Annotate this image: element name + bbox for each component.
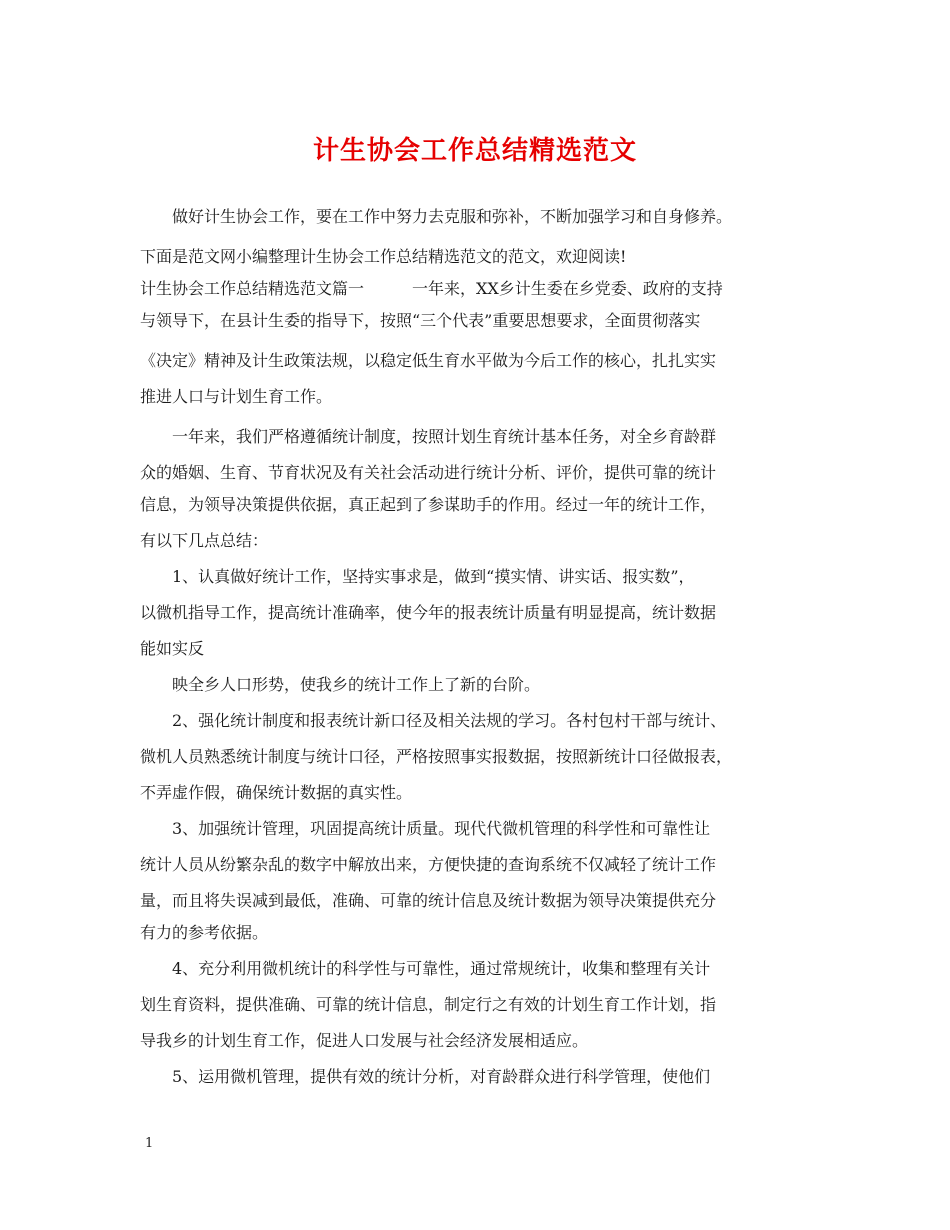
body-line: 一年来，我们严格遵循统计制度，按照计划生育统计基本任务，对全乡育龄群 [140, 427, 717, 446]
body-line: 有以下几点总结： [140, 531, 269, 550]
body-line: 4、充分利用微机统计的科学性与可靠性，通过常规统计，收集和整理有关计 [140, 959, 711, 978]
body-line: 推进人口与计划生育工作。 [140, 387, 333, 406]
body-line: 与领导下，在县计生委的指导下，按照“三个代表”重要思想要求，全面贯彻落实 [140, 311, 701, 330]
body-line: 不弄虚作假，确保统计数据的真实性。 [140, 783, 413, 802]
body-line: 映全乡人口形势，使我乡的统计工作上了新的台阶。 [140, 675, 541, 694]
body-line: 有力的参考依据。 [140, 923, 269, 942]
body-line: 2、强化统计制度和报表统计新口径及相关法规的学习。各村包村干部与统计、 [140, 711, 727, 730]
body-line: 能如实反 [140, 639, 205, 658]
body-line: 5、运用微机管理，提供有效的统计分析，对育龄群众进行科学管理，使他们 [140, 1067, 711, 1086]
body-line: 1、认真做好统计工作，坚持实事求是，做到“摸实情、讲实话、报实数”， [140, 567, 695, 586]
body-line: 下面是范文网小编整理计生协会工作总结精选范文的范文，欢迎阅读! [140, 247, 627, 266]
body-line: 《决定》精神及计生政策法规，以稳定低生育水平做为今后工作的核心，扎扎实实 [140, 351, 717, 370]
body-line: 信息，为领导决策提供依据，真正起到了参谋助手的作用。经过一年的统计工作， [140, 495, 717, 514]
body-line: 做好计生协会工作，要在工作中努力去克服和弥补，不断加强学习和自身修养。 [140, 207, 733, 226]
body-line: 以微机指导工作，提高统计准确率，使今年的报表统计质量有明显提高，统计数据 [140, 603, 717, 622]
body-line: 量，而且将失误减到最低，准确、可靠的统计信息及统计数据为领导决策提供充分 [140, 891, 717, 910]
body-line: 微机人员熟悉统计制度与统计口径，严格按照事实报数据，按照新统计口径做报表， [140, 747, 733, 766]
body-line: 3、加强统计管理，巩固提高统计质量。现代代微机管理的科学性和可靠性让 [140, 819, 711, 838]
page-number: 1 [145, 1136, 154, 1151]
body-line: 导我乡的计划生育工作，促进人口发展与社会经济发展相适应。 [140, 1031, 589, 1050]
body-line: 计生协会工作总结精选范文篇一 一年来，XX乡计生委在乡党委、政府的支持 [140, 279, 723, 298]
body-line: 众的婚姻、生育、节育状况及有关社会活动进行统计分析、评价，提供可靠的统计 [140, 463, 717, 482]
body-line: 划生育资料，提供准确、可靠的统计信息，制定行之有效的计划生育工作计划，指 [140, 995, 717, 1014]
document-title: 计生协会工作总结精选范文 [312, 136, 637, 166]
body-line: 统计人员从纷繁杂乱的数字中解放出来，方便快捷的查询系统不仅减轻了统计工作 [140, 855, 717, 874]
